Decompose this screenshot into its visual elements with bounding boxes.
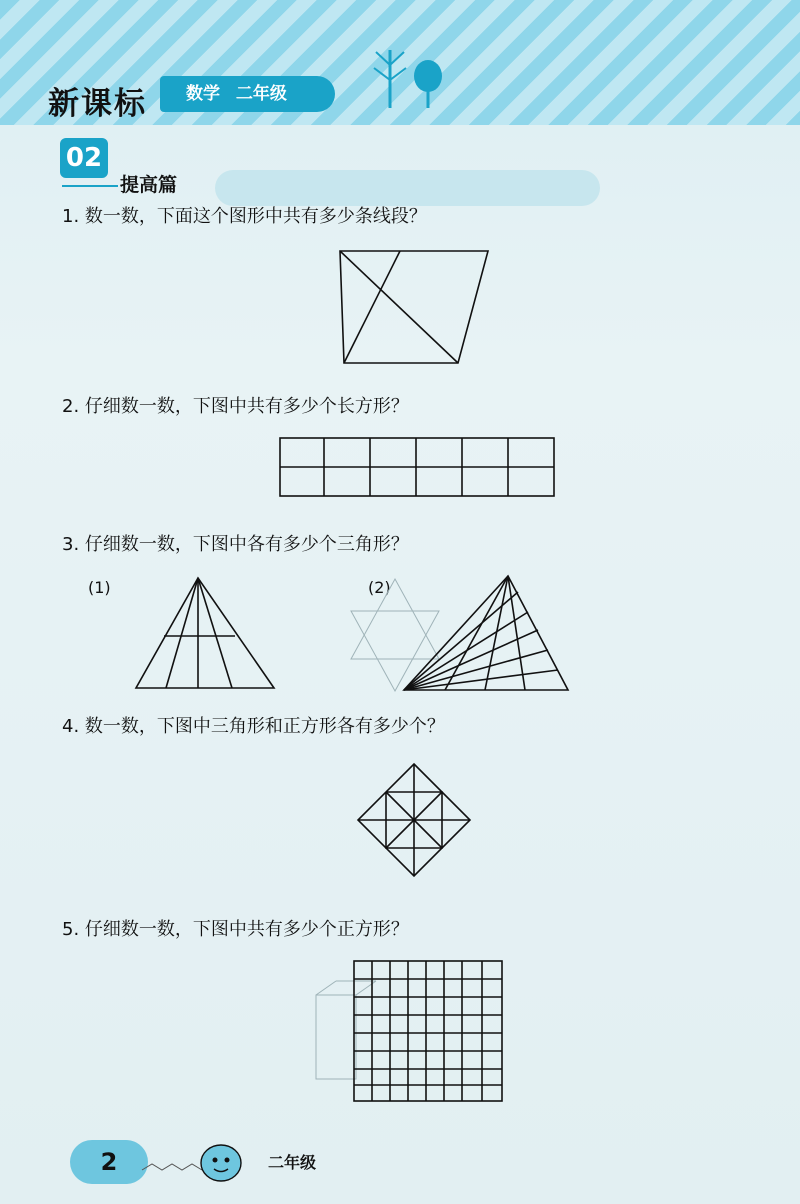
section-banner-decoration — [215, 170, 600, 206]
section-number-badge: 02 — [60, 138, 108, 178]
subject-grade-tag: 数学 二年级 — [160, 76, 335, 112]
figure-q5-square-grid — [348, 955, 508, 1105]
question-1: 1. 数一数，下面这个图形中共有多少条线段？ — [62, 206, 427, 227]
tree-icon — [368, 40, 448, 110]
question-3-part-1-label: (1) — [88, 578, 111, 597]
section-underline — [62, 185, 118, 187]
question-2: 2. 仔细数一数，下图中共有多少个长方形？ — [62, 396, 409, 417]
question-5: 5. 仔细数一数，下图中共有多少个正方形？ — [62, 919, 409, 940]
question-3-part-2-label: (2) — [368, 578, 391, 597]
figure-q1-trapezoid — [330, 245, 500, 370]
section-title: 提高篇 — [120, 174, 178, 196]
figure-q4-diamond-grid — [354, 760, 474, 880]
mascot-icon — [198, 1138, 244, 1184]
figure-q3-triangle-2-fan — [400, 572, 572, 697]
figure-q3-triangle-1 — [130, 574, 280, 694]
series-title: 新课标 — [48, 86, 147, 122]
question-3: 3. 仔细数一数，下图中各有多少个三角形？ — [62, 534, 409, 555]
question-4: 4. 数一数，下图中三角形和正方形各有多少个？ — [62, 716, 445, 737]
page-number-badge: 2 — [70, 1140, 148, 1184]
footer-grade: 二年级 — [268, 1153, 317, 1172]
figure-q2-rectangles — [272, 432, 562, 502]
